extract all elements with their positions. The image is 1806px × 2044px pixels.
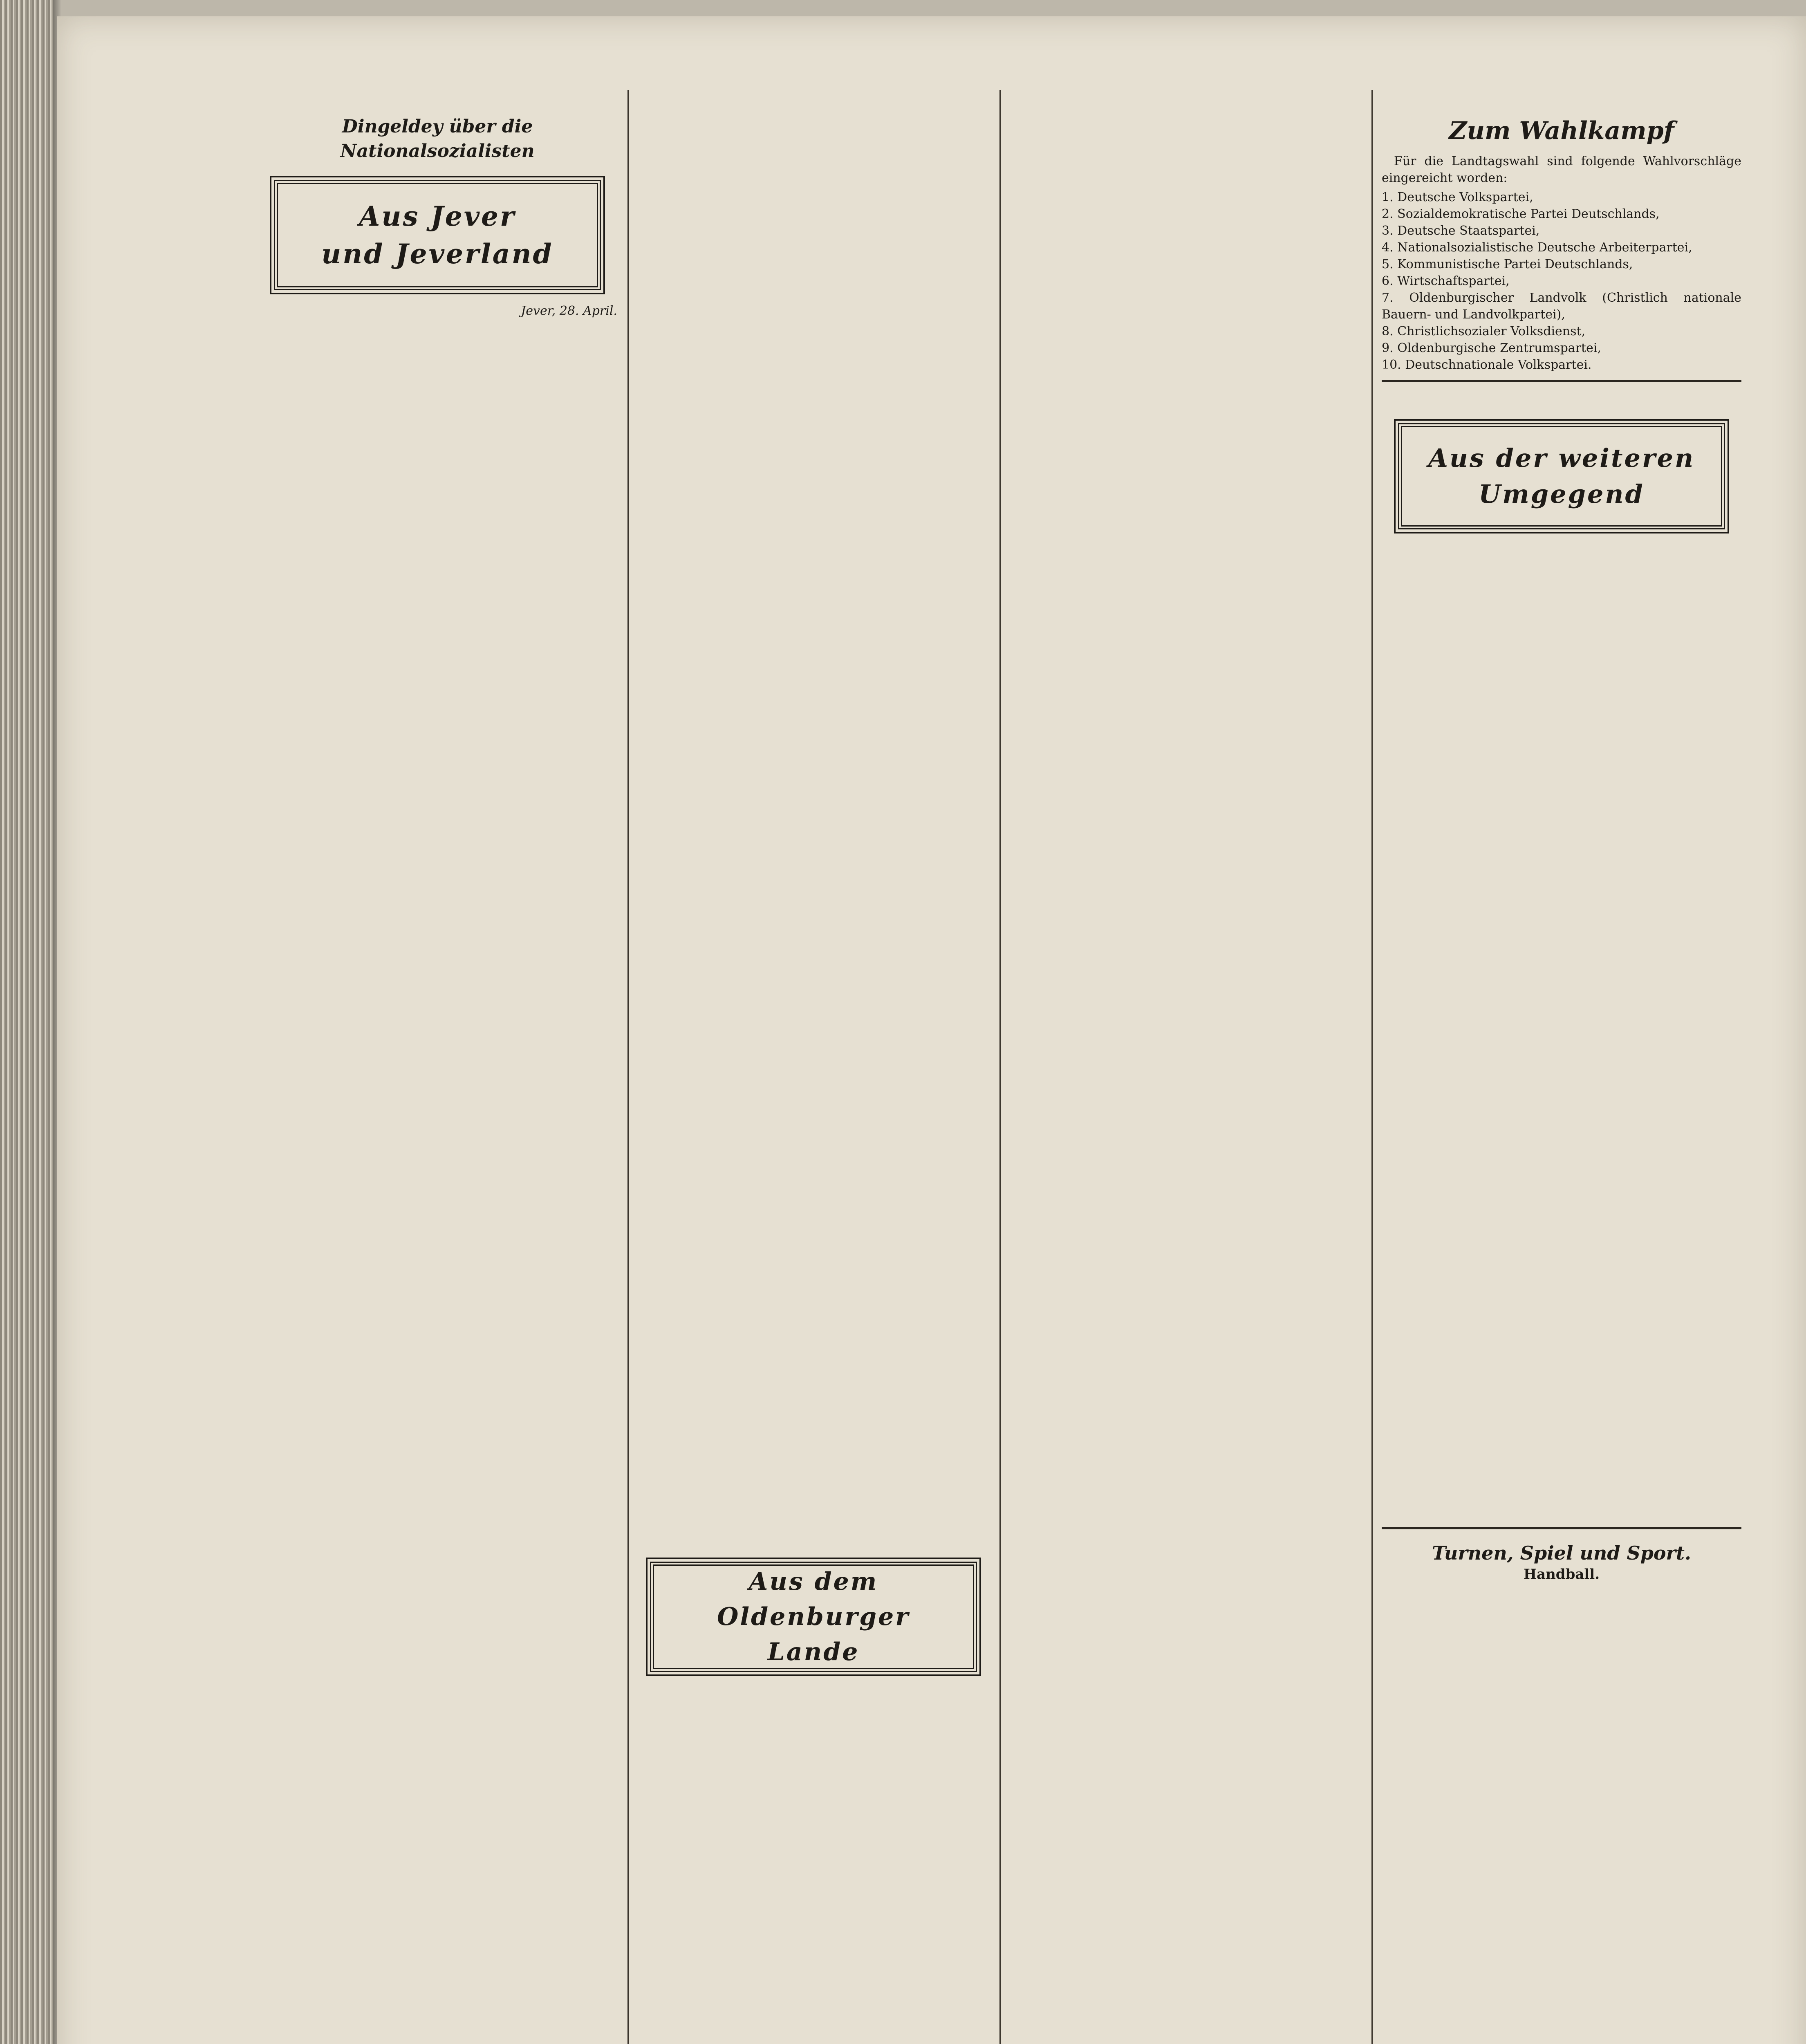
- section-box-jever-line1: Aus Jever: [359, 200, 516, 232]
- column-2: [638, 114, 989, 1684]
- list-item: 6. Wirtschaftspartei,: [1382, 274, 1510, 288]
- list-item: 10. Deutschnationale Volkspartei.: [1382, 358, 1592, 372]
- article-headline-nationalsozialisten: Dingeldey über die Nationalsozialisten: [340, 116, 535, 161]
- list-item: 3. Deutsche Staatspartei,: [1382, 224, 1540, 238]
- list-item: 5. Kommunistische Partei Deutschlands,: [1382, 257, 1633, 271]
- list-item: 1. Deutsche Volkspartei,: [1382, 190, 1533, 204]
- list-item: 8. Christlichsozialer Volksdienst,: [1382, 324, 1586, 338]
- sport-subhead: Handball.: [1523, 1566, 1600, 1582]
- section-divider: [1382, 1527, 1741, 1529]
- wahlvorschlaege-list: [1382, 189, 1741, 373]
- column-rule-1: [627, 90, 629, 2044]
- jever-dateline: Jever, 28. April.: [521, 304, 617, 318]
- newspaper-page: [57, 16, 1806, 2044]
- wahlkampf-intro: Für die Landtagswahl sind folgende Wahlvorschläge eingereicht worden:: [1382, 154, 1741, 185]
- stacked-page-edges: [0, 0, 53, 2044]
- section-box-jever-line2: und Jeverland: [321, 238, 553, 270]
- section-box-oldenburg: [650, 1562, 977, 1672]
- list-item: 4. Nationalsozialistische Deutsche Arbeiterpartei,: [1382, 240, 1692, 255]
- wahlkampf-headline: Zum Wahlkampf: [1449, 117, 1674, 145]
- column-1: [258, 114, 617, 325]
- section-box-umgegend-line2: Umgegend: [1479, 479, 1645, 509]
- section-box-oldenburg-line1: Aus dem Oldenburger: [717, 1567, 910, 1631]
- list-item: 9. Oldenburgische Zentrumspartei,: [1382, 341, 1601, 355]
- section-box-oldenburg-line2: Lande: [767, 1638, 860, 1666]
- section-box-umgegend: [1398, 423, 1725, 529]
- sport-headline: Turnen, Spiel und Sport.: [1432, 1542, 1692, 1564]
- list-item: 7. Oldenburgischer Landvolk (Christlich nationale Bauern- und Landvolkpartei),: [1382, 291, 1741, 322]
- section-box-jever: [274, 180, 601, 290]
- list-item: 2. Sozialdemokratische Partei Deutschlands,: [1382, 207, 1660, 221]
- section-divider: [1382, 380, 1741, 382]
- section-box-umgegend-line1: Aus der weiteren: [1428, 443, 1695, 473]
- column-rule-3: [1371, 90, 1373, 2044]
- column-4: [1382, 114, 1741, 1586]
- column-rule-2: [999, 90, 1001, 2044]
